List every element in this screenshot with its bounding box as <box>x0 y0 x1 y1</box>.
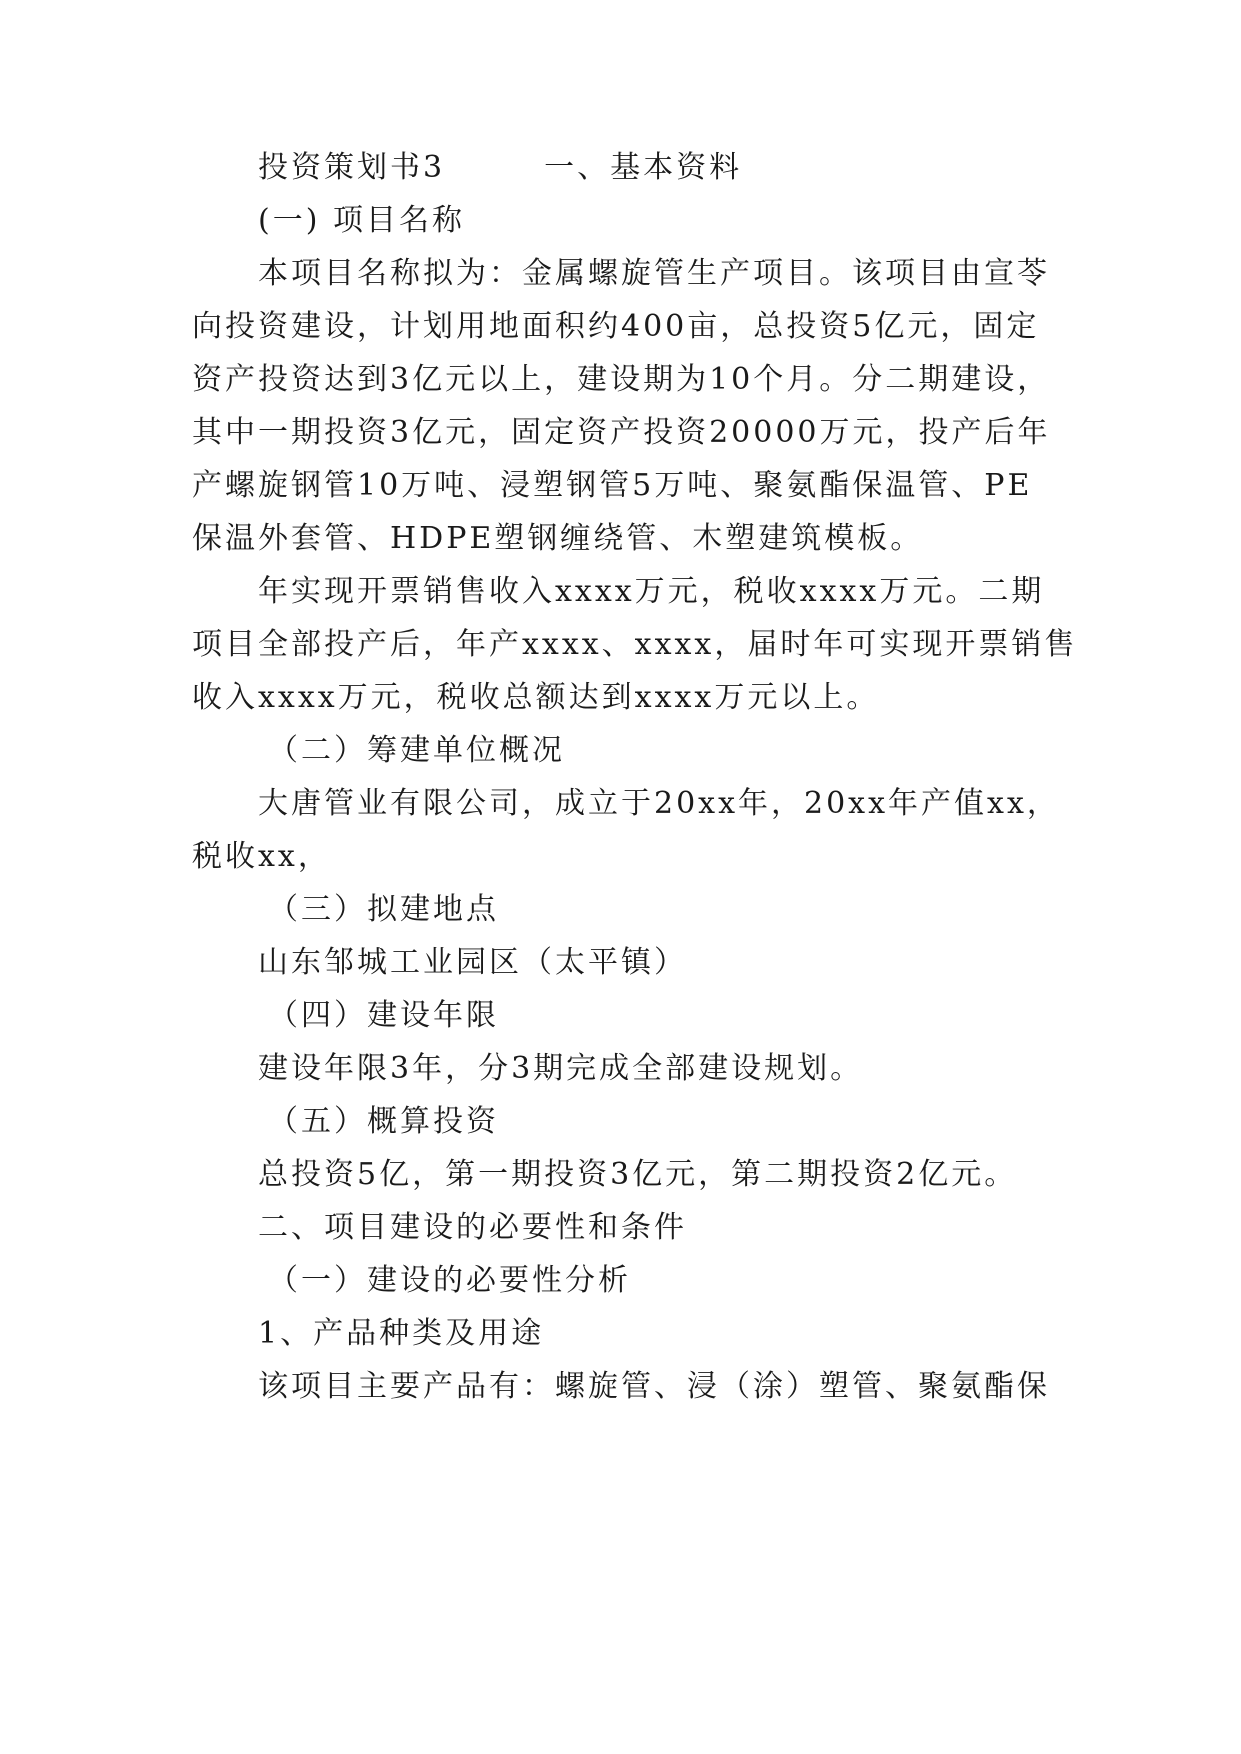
document-title-line: 投资策划书3 一、基本资料 <box>258 150 743 185</box>
paragraph-line: 税收xx， <box>192 839 331 874</box>
section-heading: 二、项目建设的必要性和条件 <box>258 1210 687 1245</box>
paragraph-line: 年实现开票销售收入xxxx万元，税收xxxx万元。二期 <box>258 574 1045 609</box>
section-heading: 1、产品种类及用途 <box>258 1316 545 1351</box>
section-heading: （四）建设年限 <box>268 998 499 1033</box>
paragraph-line: 本项目名称拟为：金属螺旋管生产项目。该项目由宣苓 <box>258 256 1050 291</box>
paragraph-line: 收入xxxx万元，税收总额达到xxxx万元以上。 <box>192 680 880 715</box>
paragraph-line: 建设年限3年，分3期完成全部建设规划。 <box>258 1051 864 1086</box>
section-heading: （一）建设的必要性分析 <box>268 1263 631 1298</box>
paragraph-line: 其中一期投资3亿元，固定资产投资20000万元，投产后年 <box>192 415 1051 450</box>
paragraph-line: 保温外套管、HDPE塑钢缠绕管、木塑建筑模板。 <box>192 521 924 556</box>
paragraph-line: 总投资5亿，第一期投资3亿元，第二期投资2亿元。 <box>258 1157 1018 1192</box>
paragraph-line: 该项目主要产品有：螺旋管、浸（涂）塑管、聚氨酯保 <box>258 1369 1050 1404</box>
paragraph-line: 山东邹城工业园区（太平镇） <box>258 945 687 980</box>
section-heading: （五）概算投资 <box>268 1104 499 1139</box>
section-heading: （三）拟建地点 <box>268 892 499 927</box>
section-heading: (一) 项目名称 <box>258 203 465 238</box>
paragraph-line: 向投资建设，计划用地面积约400亩，总投资5亿元，固定 <box>192 309 1040 344</box>
paragraph-line: 项目全部投产后，年产xxxx、xxxx，届时年可实现开票销售 <box>192 627 1078 662</box>
section-heading: （二）筹建单位概况 <box>268 733 565 768</box>
paragraph-line: 产螺旋钢管10万吨、浸塑钢管5万吨、聚氨酯保温管、PE <box>192 468 1033 503</box>
paragraph-line: 资产投资达到3亿元以上，建设期为10个月。分二期建设， <box>192 362 1051 397</box>
paragraph-line: 大唐管业有限公司，成立于20xx年，20xx年产值xx， <box>258 786 1060 821</box>
